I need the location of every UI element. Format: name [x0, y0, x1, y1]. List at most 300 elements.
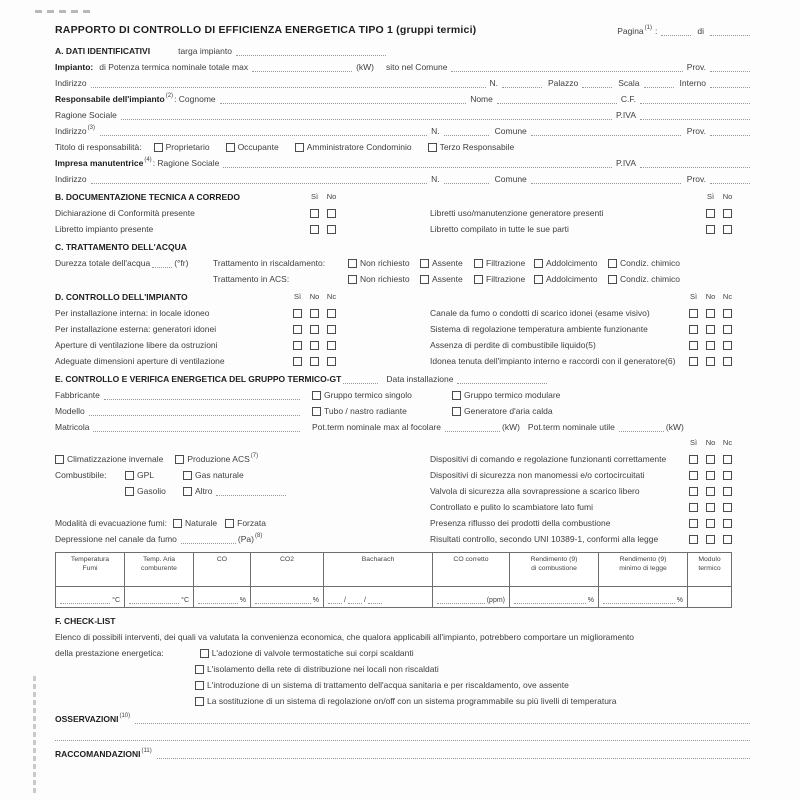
checkbox-si[interactable]	[689, 325, 698, 334]
pagina-label: Pagina	[617, 26, 644, 36]
value-field[interactable]	[60, 595, 110, 604]
d-right-item-2: Sistema di regolazione temperatura ambiente funzionante	[430, 324, 648, 334]
nome-label: Nome	[470, 94, 493, 104]
opt-produzione-acs: Produzione ACS	[187, 454, 250, 464]
modello-row	[55, 406, 750, 416]
checkbox-si[interactable]	[706, 225, 715, 234]
checkbox-nc[interactable]	[327, 325, 336, 334]
d-left-item-4: Adeguate dimensioni aperture di ventilazione	[55, 356, 225, 366]
checkbox-occupante[interactable]	[226, 143, 235, 152]
section-e-header	[55, 374, 750, 384]
e-right-item-1: Dispositivi di comando e regolazione funzionanti correttamente	[430, 454, 667, 464]
opt-altro: Altro	[195, 486, 213, 496]
checklist-item-4: La sostituzione di un sistema di regolazione on/off con un sistema programmabile su più livelli di temperatura	[207, 696, 617, 706]
palazzo-field[interactable]	[582, 79, 612, 88]
checkbox-gt-modulare[interactable]	[452, 391, 461, 400]
value-field[interactable]	[198, 595, 238, 604]
responsabile-row	[55, 94, 750, 104]
section-e-left	[55, 454, 430, 550]
prov-label: Prov.	[686, 62, 706, 72]
checkbox-proprietario[interactable]	[154, 143, 163, 152]
value-field[interactable]	[328, 595, 342, 604]
comune-field[interactable]	[531, 175, 681, 184]
checkbox-si[interactable]	[689, 357, 698, 366]
kw-label: (kW)	[665, 422, 684, 432]
checklist-item-2: L'isolamento della rete di distribuzione nei locali non riscaldati	[207, 664, 439, 674]
modello-label: Modello	[55, 406, 85, 416]
b-left-item-2: Libretto impianto presente	[55, 224, 154, 234]
e-right-row-5	[430, 518, 736, 528]
clima-row	[55, 454, 430, 464]
checkbox-si[interactable]	[689, 455, 698, 464]
opt-gasolio: Gasolio	[137, 486, 166, 496]
section-c-row-2	[55, 274, 750, 284]
col-co-corretto	[432, 552, 510, 608]
checkbox-climatizzazione[interactable]	[55, 455, 64, 464]
targa-label: targa impianto	[178, 46, 232, 56]
indirizzo-label: Indirizzo	[55, 126, 87, 136]
checkbox-no[interactable]	[327, 225, 336, 234]
value-field[interactable]	[348, 595, 362, 604]
intro-text: Elenco di possibili interventi, dei quali va valutata la convenienza economica, che qualora applicabili all'impianto, potrebbero comportare un miglioramento	[55, 632, 635, 642]
page-total-field[interactable]	[710, 27, 750, 36]
cognome-field[interactable]	[220, 95, 467, 104]
page-title: RAPPORTO DI CONTROLLO DI EFFICIENZA ENERGETICA TIPO 1 (gruppi termici)	[55, 24, 477, 36]
piva-field[interactable]	[640, 111, 750, 120]
section-d-row-2	[55, 324, 750, 334]
checkbox-non-richiesto[interactable]	[348, 259, 357, 268]
opt-non-richiesto: Non richiesto	[360, 274, 410, 284]
opt-non-richiesto: Non richiesto	[360, 258, 410, 268]
checkbox-no[interactable]	[723, 209, 732, 218]
osservazioni-field-2[interactable]	[55, 732, 750, 741]
d-left-item-1: Per installazione interna: in locale idoneo	[55, 308, 210, 318]
indirizzo-row-3	[55, 174, 750, 184]
checkbox-si[interactable]	[689, 503, 698, 512]
checklist-intro-2	[55, 648, 750, 658]
checkbox-nc[interactable]	[327, 309, 336, 318]
prov-label: Prov.	[686, 174, 706, 184]
e-right-item-5: Presenza riflusso dei prodotti della combustione	[430, 518, 611, 528]
checkbox-aria-calda[interactable]	[452, 407, 461, 416]
d-right-item-3: Assenza di perdite di combustibile liquido(5)	[430, 340, 596, 350]
footnote-ref: (2)	[165, 93, 174, 99]
matricola-row	[55, 422, 750, 432]
checkbox-no[interactable]	[310, 309, 319, 318]
trattamento-acs-label: Trattamento in ACS:	[213, 274, 290, 284]
unit-label: %	[239, 597, 246, 604]
section-b-header	[55, 192, 750, 202]
section-c-title: C. TRATTAMENTO DELL'ACQUA	[55, 242, 187, 252]
checklist-row-4	[55, 696, 750, 706]
unit-label: °C	[112, 597, 120, 604]
comune-field[interactable]	[531, 127, 681, 136]
depressione-row	[55, 534, 430, 544]
checkbox-no[interactable]	[706, 535, 715, 544]
footnote-ref: (7)	[250, 453, 259, 459]
pot-utile-field[interactable]	[619, 423, 664, 432]
checkbox-nc[interactable]	[723, 455, 732, 464]
unit-label: %	[676, 597, 683, 604]
cf-label: C.F.	[620, 94, 636, 104]
si-header: Sì	[689, 438, 698, 447]
checkbox-no[interactable]	[723, 225, 732, 234]
checkbox-si[interactable]	[293, 309, 302, 318]
n-field[interactable]	[502, 79, 542, 88]
opt-forzata: Forzata	[237, 518, 266, 528]
depressione-field[interactable]	[181, 535, 236, 544]
value-field[interactable]	[255, 595, 311, 604]
unit-label: %	[587, 597, 594, 604]
checkbox-si[interactable]	[293, 341, 302, 350]
comune-label: Comune	[494, 174, 527, 184]
checkbox-checklist-3[interactable]	[195, 681, 204, 690]
section-d-row-3	[55, 340, 750, 350]
checkbox-terzo-responsabile[interactable]	[428, 143, 437, 152]
opt-aria-calda: Generatore d'aria calda	[464, 406, 553, 416]
raccomandazioni-label: RACCOMANDAZIONI	[55, 749, 141, 759]
col-bacharach	[323, 552, 433, 608]
nc-header: Nc	[722, 292, 733, 301]
n-label: N.	[489, 78, 499, 88]
footnote-ref: (3)	[87, 125, 95, 131]
opt-climatizzazione: Climatizzazione invernale	[67, 454, 164, 464]
checklist-intro-1	[55, 632, 750, 642]
checkbox-amministratore[interactable]	[295, 143, 304, 152]
checkbox-no[interactable]	[706, 471, 715, 480]
fabbricante-field[interactable]	[104, 391, 300, 400]
responsabile-label: Responsabile dell'impianto	[55, 94, 165, 104]
checkbox-si[interactable]	[689, 487, 698, 496]
unit-label: (ppm)	[486, 597, 505, 604]
checkbox-nc[interactable]	[723, 471, 732, 480]
checkbox-no[interactable]	[706, 309, 715, 318]
data-installazione-label: Data installazione	[386, 374, 454, 384]
value-field[interactable]	[129, 595, 179, 604]
indirizzo-field[interactable]	[91, 79, 486, 88]
e-right-item-4: Controllato e pulito lo scambiatore lato fumi	[430, 502, 593, 512]
col-header: Bacharach	[361, 556, 395, 563]
checkbox-no[interactable]	[706, 357, 715, 366]
checkbox-no[interactable]	[706, 487, 715, 496]
footnote-ref: (10)	[119, 713, 131, 719]
no-header: No	[309, 292, 320, 301]
slash-label: /	[344, 597, 346, 604]
col-rendimento-combustione	[509, 552, 599, 608]
n-label: N.	[431, 126, 440, 136]
spacer-row	[55, 502, 430, 512]
n-field[interactable]	[444, 175, 489, 184]
checkbox-altro[interactable]	[183, 487, 192, 496]
targa-field[interactable]	[236, 47, 386, 56]
n-field[interactable]	[444, 127, 489, 136]
checkbox-forzata[interactable]	[225, 519, 234, 528]
section-a-title: A. DATI IDENTIFICATIVI	[55, 46, 151, 56]
impresa-ragione-label: : Ragione Sociale	[152, 158, 220, 168]
b-left-item-1: Dichiarazione di Conformità presente	[55, 208, 195, 218]
fr-label: (°fr)	[174, 258, 189, 268]
impresa-ragione-field[interactable]	[223, 159, 612, 168]
impresa-piva-field[interactable]	[640, 159, 750, 168]
checkbox-si[interactable]	[689, 309, 698, 318]
osservazioni-row	[55, 714, 750, 724]
value-field[interactable]	[437, 595, 485, 604]
unit-label: °C	[181, 597, 189, 604]
ragione-sociale-row	[55, 110, 750, 120]
checkbox-gpl[interactable]	[125, 471, 134, 480]
checkbox-no[interactable]	[706, 503, 715, 512]
checkbox-si[interactable]	[689, 341, 698, 350]
section-b-row-2	[55, 224, 750, 234]
ragione-sociale-label: Ragione Sociale	[55, 110, 117, 120]
modalita-row	[55, 518, 430, 528]
impianto-row	[55, 62, 750, 72]
checkbox-condiz-chimico[interactable]	[608, 275, 617, 284]
e-right-row-4	[430, 502, 736, 512]
checkbox-si[interactable]	[293, 325, 302, 334]
checkbox-produzione-acs[interactable]	[175, 455, 184, 464]
checkbox-gas-naturale[interactable]	[183, 471, 192, 480]
checkbox-assente[interactable]	[420, 259, 429, 268]
nome-field[interactable]	[497, 95, 617, 104]
checkbox-addolcimento[interactable]	[534, 275, 543, 284]
col-header: CO	[216, 556, 228, 563]
potenza-label: di Potenza termica nominale totale max	[99, 62, 249, 72]
e-right-row-3	[430, 486, 736, 496]
opt-assente: Assente	[432, 274, 463, 284]
impianto-label: Impianto:	[55, 62, 94, 72]
trattamento-risc-label: Trattamento in riscaldamento:	[213, 258, 326, 268]
print-code-mark	[33, 676, 36, 796]
section-d-title: D. CONTROLLO DELL'IMPIANTO	[55, 292, 188, 302]
page-number-field[interactable]	[661, 27, 691, 36]
section-e-body	[55, 454, 750, 550]
checkbox-nc[interactable]	[723, 357, 732, 366]
indirizzo-label: Indirizzo	[55, 78, 87, 88]
prov-label: Prov.	[686, 126, 706, 136]
checkbox-si[interactable]	[689, 535, 698, 544]
opt-amministratore: Amministratore Condominio	[306, 142, 412, 152]
no-header: No	[705, 292, 716, 301]
checkbox-tubo-radiante[interactable]	[312, 407, 321, 416]
title-row	[55, 24, 750, 36]
checkbox-nc[interactable]	[723, 519, 732, 528]
checkbox-no[interactable]	[706, 455, 715, 464]
kw-label: (kW)	[501, 422, 520, 432]
checkbox-nc[interactable]	[723, 535, 732, 544]
indirizzo-row-2	[55, 126, 750, 136]
checkbox-gt-singolo[interactable]	[312, 391, 321, 400]
prov-field[interactable]	[710, 175, 750, 184]
gt-number-field[interactable]	[343, 375, 378, 384]
slash-label: /	[363, 597, 366, 604]
checkbox-nc[interactable]	[723, 487, 732, 496]
col-co	[193, 552, 251, 608]
data-installazione-field[interactable]	[457, 375, 547, 384]
pot-max-label: Pot.term nominale max al focolare	[312, 422, 441, 432]
footnote-ref: (11)	[141, 748, 152, 754]
pagina-colon: :	[655, 26, 658, 36]
kw-label: (kW)	[356, 62, 375, 72]
checkbox-si[interactable]	[310, 225, 319, 234]
col-header: Fumi	[82, 564, 98, 572]
d-left-item-2: Per installazione esterna: generatori idonei	[55, 324, 217, 334]
ragione-sociale-field[interactable]	[121, 111, 612, 120]
titolo-responsabilita-row	[55, 142, 750, 152]
checklist-row-2	[55, 664, 750, 674]
no-header: No	[705, 438, 716, 447]
intro-text: della prestazione energetica:	[55, 648, 164, 658]
scala-field[interactable]	[644, 79, 674, 88]
interno-field[interactable]	[710, 79, 750, 88]
checkbox-addolcimento[interactable]	[534, 259, 543, 268]
e-right-row-1	[430, 454, 736, 464]
raccomandazioni-row	[55, 749, 750, 759]
checkbox-si[interactable]	[689, 471, 698, 480]
opt-condiz-chimico: Condiz. chimico	[620, 274, 680, 284]
pot-utile-label: Pot.term nominale utile	[527, 422, 615, 432]
col-header: minimo di legge	[619, 564, 667, 572]
opt-filtrazione: Filtrazione	[486, 274, 526, 284]
cf-field[interactable]	[640, 95, 750, 104]
pot-max-field[interactable]	[445, 423, 500, 432]
checkbox-nc[interactable]	[723, 325, 732, 334]
checkbox-no[interactable]	[706, 519, 715, 528]
checkbox-nc[interactable]	[723, 309, 732, 318]
section-b-title: B. DOCUMENTAZIONE TECNICA A CORREDO	[55, 192, 240, 202]
checkbox-no[interactable]	[310, 325, 319, 334]
matricola-field[interactable]	[93, 423, 300, 432]
opt-gt-modulare: Gruppo termico modulare	[464, 390, 561, 400]
altro-field[interactable]	[216, 487, 286, 496]
section-a-header	[55, 46, 750, 56]
unit-label: %	[312, 597, 319, 604]
pa-label: (Pa)	[237, 534, 254, 544]
no-header: No	[326, 192, 337, 201]
combustibile-label: Combustibile:	[55, 470, 107, 480]
section-f-header	[55, 616, 750, 626]
value-field[interactable]	[368, 595, 382, 604]
checkbox-nc[interactable]	[723, 503, 732, 512]
impresa-row	[55, 158, 750, 168]
col-temp-aria	[124, 552, 194, 608]
d-right-item-4: Idonea tenuta dell'impianto interno e raccordi con il generatore(6)	[430, 356, 676, 366]
e-right-item-3: Valvola di sicurezza alla sovrapressione a scarico libero	[430, 486, 640, 496]
checkbox-si[interactable]	[310, 209, 319, 218]
checkbox-nc[interactable]	[327, 357, 336, 366]
comune-label: Comune	[494, 126, 527, 136]
checkbox-si[interactable]	[689, 519, 698, 528]
modalita-label: Modalità di evacuazione fumi:	[55, 518, 167, 528]
indirizzo-field[interactable]	[100, 127, 427, 136]
nc-header: Nc	[722, 438, 733, 447]
opt-proprietario: Proprietario	[165, 142, 210, 152]
section-f-title: F. CHECK-LIST	[55, 616, 116, 626]
modello-field[interactable]	[89, 407, 300, 416]
checkbox-filtrazione[interactable]	[474, 259, 483, 268]
checkbox-checklist-1[interactable]	[200, 649, 209, 658]
opt-naturale: Naturale	[184, 518, 218, 528]
d-left-item-3: Aperture di ventilazione libere da ostruzioni	[55, 340, 218, 350]
checkbox-no[interactable]	[327, 209, 336, 218]
checkbox-gasolio[interactable]	[125, 487, 134, 496]
si-header: Sì	[706, 192, 715, 201]
value-field[interactable]	[514, 595, 586, 604]
checkbox-naturale[interactable]	[173, 519, 182, 528]
comune-field[interactable]	[451, 63, 682, 72]
col-header: Temperatura	[70, 556, 110, 563]
b-right-item-2: Libretto compilato in tutte le sue parti	[430, 224, 569, 234]
no-header: No	[722, 192, 733, 201]
checkbox-condiz-chimico[interactable]	[608, 259, 617, 268]
checkbox-si[interactable]	[706, 209, 715, 218]
checkbox-no[interactable]	[310, 357, 319, 366]
impresa-label: Impresa manutentrice	[55, 158, 144, 168]
opt-tubo-radiante: Tubo / nastro radiante	[324, 406, 407, 416]
b-right-item-1: Libretti uso/manutenzione generatore presenti	[430, 208, 604, 218]
section-d-row-1	[55, 308, 750, 318]
checkbox-no[interactable]	[310, 341, 319, 350]
checkbox-assente[interactable]	[420, 275, 429, 284]
potenza-field[interactable]	[252, 63, 352, 72]
prov-field[interactable]	[710, 63, 750, 72]
si-header: Sì	[310, 192, 319, 201]
checkbox-si[interactable]	[293, 357, 302, 366]
section-d-header	[55, 292, 750, 302]
col-header: CO2	[280, 556, 294, 563]
opt-addolcimento: Addolcimento	[546, 258, 598, 268]
checkbox-nc[interactable]	[327, 341, 336, 350]
e-right-row-2	[430, 470, 736, 480]
prov-field[interactable]	[710, 127, 750, 136]
osservazioni-label: OSSERVAZIONI	[55, 714, 119, 724]
col-temperatura-fumi	[55, 552, 125, 608]
durezza-field[interactable]	[152, 259, 172, 268]
checklist-item-1: L'adozione di valvole termostatiche sui corpi scaldanti	[211, 648, 414, 658]
checkbox-checklist-4[interactable]	[195, 697, 204, 706]
opt-occupante: Occupante	[237, 142, 279, 152]
interno-label: Interno	[679, 78, 706, 88]
raccomandazioni-field[interactable]	[157, 750, 750, 759]
di-label: di	[697, 26, 704, 36]
checkbox-no[interactable]	[706, 341, 715, 350]
checkbox-nc[interactable]	[723, 341, 732, 350]
col-rendimento-minimo	[598, 552, 688, 608]
combustion-table	[55, 552, 750, 608]
sito-comune-label: sito nel Comune	[386, 62, 448, 72]
e-right-item-6: Risultati controllo, secondo UNI 10389-1, conformi alla legge	[430, 534, 659, 544]
osservazioni-field[interactable]	[135, 715, 750, 724]
section-d-row-4	[55, 356, 750, 366]
col-header: Temp. Aria	[142, 556, 176, 563]
checkbox-no[interactable]	[706, 325, 715, 334]
checkbox-filtrazione[interactable]	[474, 275, 483, 284]
opt-filtrazione: Filtrazione	[486, 258, 526, 268]
indirizzo-field[interactable]	[91, 175, 427, 184]
checkbox-non-richiesto[interactable]	[348, 275, 357, 284]
col-header: comburente	[141, 564, 177, 572]
checkbox-checklist-2[interactable]	[195, 665, 204, 674]
palazzo-label: Palazzo	[548, 78, 579, 88]
col-header: di combustione	[531, 564, 577, 572]
indirizzo-row-1	[55, 78, 750, 88]
value-field[interactable]	[603, 595, 675, 604]
section-e-sino-header	[55, 438, 750, 448]
d-right-item-1: Canale da fumo o condotti di scarico idonei (esame visivo)	[430, 308, 650, 318]
combustibile-row-1	[55, 470, 430, 480]
opt-terzo-responsabile: Terzo Responsabile	[439, 142, 515, 152]
osservazioni-row-2	[55, 732, 750, 741]
